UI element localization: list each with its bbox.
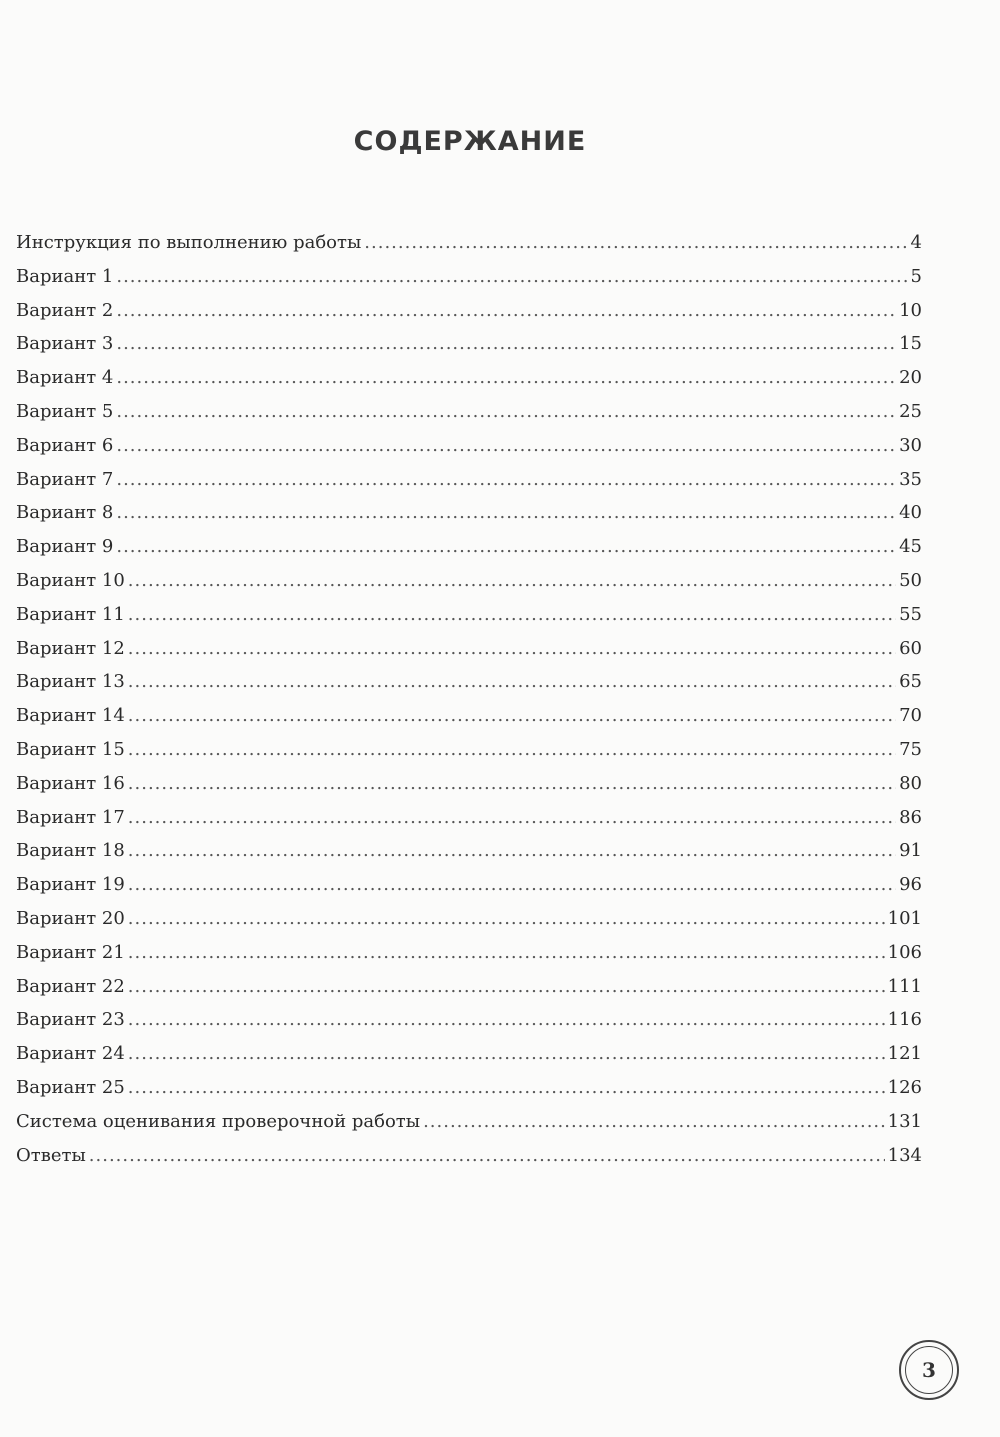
- toc-page-number: 101: [887, 907, 922, 929]
- toc-page-number: 55: [899, 603, 922, 625]
- toc-row[interactable]: [16, 1139, 922, 1173]
- toc-label: Вариант 7: [16, 468, 114, 490]
- toc-page-number: 75: [899, 738, 922, 760]
- toc-row[interactable]: [16, 1037, 922, 1071]
- toc-label: Инструкция по выполнению работы: [16, 232, 362, 253]
- toc-page-number: 60: [899, 637, 922, 659]
- toc-page-number: 30: [899, 434, 922, 456]
- toc-row[interactable]: [16, 1003, 922, 1037]
- dot-leader: [89, 1139, 885, 1173]
- dot-leader: [116, 395, 896, 429]
- toc-label: Вариант 13: [16, 671, 125, 693]
- toc-label: Вариант 5: [16, 400, 114, 422]
- page-number: 3: [905, 1346, 953, 1394]
- toc-label: Система оценивания проверочной работы: [16, 1110, 421, 1132]
- toc-row[interactable]: [16, 902, 922, 936]
- toc-row[interactable]: [16, 868, 922, 902]
- toc-label: Вариант 22: [16, 975, 125, 997]
- toc-label: Вариант 11: [16, 603, 125, 625]
- dot-leader: [116, 260, 907, 294]
- dot-leader: [116, 294, 896, 328]
- toc-page-number: 134: [887, 1144, 922, 1166]
- toc-label: Вариант 25: [16, 1076, 125, 1098]
- toc-page-number: 45: [899, 536, 922, 558]
- toc-label: Ответы: [16, 1144, 86, 1166]
- toc-page-number: 96: [899, 874, 922, 896]
- dot-leader: [116, 496, 896, 530]
- toc-page-number: 65: [899, 671, 922, 693]
- dot-leader: [128, 598, 896, 632]
- toc-label: Вариант 19: [16, 874, 125, 896]
- toc-page-number: 50: [899, 569, 922, 591]
- toc-page-number: 116: [887, 1009, 922, 1031]
- toc-label: Вариант 17: [16, 806, 125, 828]
- toc-row[interactable]: [16, 496, 922, 530]
- dot-leader: [364, 226, 907, 260]
- dot-leader: [128, 902, 885, 936]
- dot-leader: [116, 361, 896, 395]
- toc-row[interactable]: [16, 1071, 922, 1105]
- toc-label: Вариант 23: [16, 1009, 125, 1031]
- table-of-contents: [16, 226, 922, 1172]
- dot-leader: [128, 699, 896, 733]
- dot-leader: [116, 327, 896, 361]
- toc-page-number: 111: [887, 975, 922, 997]
- dot-leader: [128, 936, 885, 970]
- toc-page-number: 20: [899, 367, 922, 389]
- dot-leader: [128, 970, 885, 1004]
- toc-row[interactable]: [16, 936, 922, 970]
- toc-label: Вариант 9: [16, 536, 114, 558]
- dot-leader: [116, 530, 896, 564]
- toc-row[interactable]: [16, 361, 922, 395]
- toc-label: Вариант 6: [16, 434, 114, 456]
- toc-label: Вариант 4: [16, 367, 114, 389]
- toc-page-number: 15: [899, 333, 922, 355]
- dot-leader: [128, 733, 896, 767]
- toc-row[interactable]: [16, 395, 922, 429]
- dot-leader: [128, 834, 896, 868]
- toc-label: Вариант 15: [16, 738, 125, 760]
- toc-page-number: 106: [887, 941, 922, 963]
- toc-row[interactable]: [16, 429, 922, 463]
- toc-label: Вариант 16: [16, 772, 125, 794]
- toc-page-number: 4: [910, 232, 922, 253]
- dot-leader: [116, 429, 896, 463]
- dot-leader: [128, 868, 896, 902]
- toc-page-number: 126: [887, 1076, 922, 1098]
- toc-row[interactable]: [16, 699, 922, 733]
- toc-page-number: 121: [887, 1043, 922, 1065]
- toc-row[interactable]: [16, 834, 922, 868]
- dot-leader: [128, 564, 896, 598]
- dot-leader: [128, 1003, 885, 1037]
- toc-row[interactable]: [16, 294, 922, 328]
- dot-leader: [423, 1105, 885, 1139]
- toc-row[interactable]: [16, 530, 922, 564]
- toc-label: Вариант 10: [16, 569, 125, 591]
- toc-label: Вариант 18: [16, 840, 125, 862]
- toc-page-number: 70: [899, 705, 922, 727]
- toc-page-number: 40: [899, 502, 922, 524]
- toc-label: Вариант 14: [16, 705, 125, 727]
- dot-leader: [116, 463, 896, 497]
- toc-label: Вариант 21: [16, 941, 125, 963]
- page-title: СОДЕРЖАНИЕ: [353, 126, 587, 158]
- dot-leader: [128, 1071, 885, 1105]
- toc-label: Вариант 24: [16, 1043, 125, 1065]
- toc-row[interactable]: [16, 801, 922, 835]
- toc-row[interactable]: [16, 665, 922, 699]
- dot-leader: [128, 1037, 885, 1071]
- toc-row[interactable]: [16, 598, 922, 632]
- toc-row[interactable]: [16, 463, 922, 497]
- toc-page-number: 25: [899, 400, 922, 422]
- toc-row[interactable]: [16, 327, 922, 361]
- toc-row[interactable]: [16, 632, 922, 666]
- page-number-badge: [899, 1340, 959, 1400]
- dot-leader: [128, 801, 896, 835]
- dot-leader: [128, 665, 896, 699]
- toc-row[interactable]: [16, 970, 922, 1004]
- toc-label: Вариант 12: [16, 637, 125, 659]
- toc-label: Вариант 20: [16, 907, 125, 929]
- toc-row[interactable]: [16, 260, 922, 294]
- toc-label: Вариант 1: [16, 265, 114, 287]
- toc-row[interactable]: [16, 1105, 922, 1139]
- toc-row[interactable]: [16, 733, 922, 767]
- toc-row[interactable]: [16, 767, 922, 801]
- toc-row[interactable]: [16, 226, 922, 260]
- toc-page-number: 86: [899, 806, 922, 828]
- toc-label: Вариант 2: [16, 299, 114, 321]
- toc-label: Вариант 8: [16, 502, 114, 524]
- toc-page-number: 35: [899, 468, 922, 490]
- toc-page-number: 80: [899, 772, 922, 794]
- dot-leader: [128, 632, 896, 666]
- toc-page-number: 131: [887, 1110, 922, 1132]
- toc-page-number: 10: [899, 299, 922, 321]
- dot-leader: [128, 767, 896, 801]
- toc-page-number: 91: [899, 840, 922, 862]
- toc-page-number: 5: [910, 265, 922, 287]
- toc-row[interactable]: [16, 564, 922, 598]
- toc-label: Вариант 3: [16, 333, 114, 355]
